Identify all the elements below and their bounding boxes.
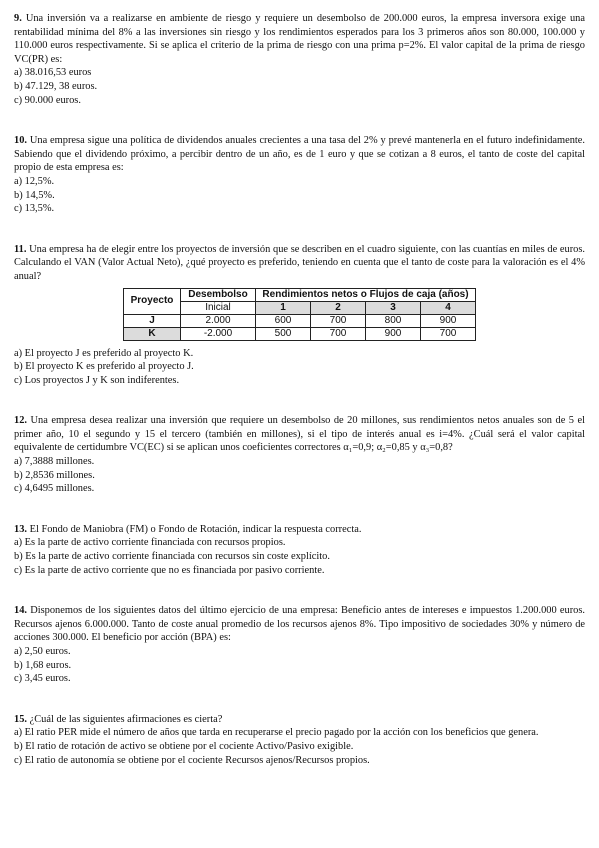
flow-3: 900 bbox=[366, 327, 421, 340]
header-proyecto: Proyecto bbox=[124, 288, 181, 314]
question-11-stem bbox=[14, 243, 585, 284]
question-13 bbox=[14, 523, 585, 577]
option-b: b) 2,8536 millones. bbox=[14, 469, 95, 481]
question-12 bbox=[14, 414, 585, 496]
question-text: ¿Cuál de las siguientes afirmaciones es cierta? bbox=[29, 713, 223, 725]
flow-2: 700 bbox=[311, 327, 366, 340]
header-rendimientos: Rendimientos netos o Flujos de caja (años) bbox=[256, 288, 476, 301]
flow-3: 800 bbox=[366, 314, 421, 327]
question-number: 15. bbox=[14, 713, 27, 725]
flow-1: 600 bbox=[256, 314, 311, 327]
option-b: b) El proyecto K es preferido al proyecto J. bbox=[14, 361, 194, 373]
question-text: El Fondo de Maniobra (FM) o Fondo de Rotación, indicar la respuesta correcta. bbox=[29, 523, 362, 535]
question-number: 12. bbox=[14, 415, 27, 427]
option-a: a) 12,5%. bbox=[14, 175, 55, 187]
flow-4: 900 bbox=[421, 314, 476, 327]
question-10-stem bbox=[14, 134, 585, 175]
question-10 bbox=[14, 134, 585, 216]
year-3: 3 bbox=[366, 301, 421, 314]
option-c: c) 4,6495 millones. bbox=[14, 483, 95, 495]
flow-1: 500 bbox=[256, 327, 311, 340]
project-desembolso: -2.000 bbox=[181, 327, 256, 340]
option-b: b) 1,68 euros. bbox=[14, 659, 72, 671]
project-name: K bbox=[124, 327, 181, 340]
option-c: c) Los proyectos J y K son indiferentes. bbox=[14, 374, 180, 386]
question-9-stem bbox=[14, 12, 585, 66]
question-number: 10. bbox=[14, 135, 27, 147]
option-a: a) 2,50 euros. bbox=[14, 646, 71, 657]
flow-4: 700 bbox=[421, 327, 476, 340]
question-text: Una empresa desea realizar una inversión que requiere un desembolso de 20 millones, sus rendimientos netos anuales son de 5 el primer año, 10 el segundo y 15 el tercero (también en millones), si el tipo de interés anual es i=4%. ¿Cuál será el valor capital equivalente de certidumbre VC(EC) si se aplican unos coeficientes correctores α₁=0,9; α₂=0,85 y α₃=0,8? bbox=[14, 415, 585, 454]
option-c: c) 13,5%. bbox=[14, 203, 55, 215]
option-b: b) El ratio de rotación de activo se obtiene por el cociente Activo/Pasivo exigible. bbox=[14, 740, 354, 752]
option-b: b) 47.129, 38 euros. bbox=[14, 80, 98, 92]
option-c: c) 90.000 euros. bbox=[14, 94, 81, 106]
header-desembolso: Desembolso bbox=[181, 288, 256, 301]
table-row bbox=[124, 314, 476, 327]
question-15 bbox=[14, 713, 585, 767]
table-header-row bbox=[124, 288, 476, 301]
option-b: b) Es la parte de activo corriente financiada con recursos sin coste explícito. bbox=[14, 551, 330, 563]
option-a: a) El proyecto J es preferido al proyecto K. bbox=[14, 347, 194, 359]
question-number: 14. bbox=[14, 605, 27, 617]
question-number: 9. bbox=[14, 13, 22, 24]
year-2: 2 bbox=[311, 301, 366, 314]
option-b: b) 14,5%. bbox=[14, 189, 55, 201]
question-13-stem bbox=[14, 523, 585, 537]
option-c: c) El ratio de autonomía se obtiene por el cociente Recursos ajenos/Recursos propios. bbox=[14, 754, 370, 766]
option-a: a) 38.016,53 euros bbox=[14, 67, 92, 79]
projects-table bbox=[123, 288, 476, 341]
question-12-stem bbox=[14, 414, 585, 455]
option-a: a) Es la parte de activo corriente financiada con recursos propios. bbox=[14, 537, 286, 549]
option-c: c) Es la parte de activo corriente que no es financiada por pasivo corriente. bbox=[14, 564, 325, 576]
flow-2: 700 bbox=[311, 314, 366, 327]
question-15-stem bbox=[14, 713, 585, 727]
year-1: 1 bbox=[256, 301, 311, 314]
question-14-stem bbox=[14, 604, 585, 645]
question-9 bbox=[14, 12, 585, 107]
table-row bbox=[124, 327, 476, 340]
year-4: 4 bbox=[421, 301, 476, 314]
option-a: a) El ratio PER mide el número de años que tarda en recuperarse el precio pagado por la acción con los beneficios que genera. bbox=[14, 727, 539, 739]
option-a: a) 7,3888 millones. bbox=[14, 456, 95, 468]
question-text: Una empresa sigue una política de dividendos anuales crecientes a una tasa del 2% y prevé mantenerla en el futuro indefinidamente. Sabiendo que el dividendo próximo, a percibir dentro de un año, es de 1 euro y que se cotizan a 8 euros, el tanto de coste del capital propio de esta empresa es: bbox=[14, 135, 585, 174]
question-text: Disponemos de los siguientes datos del último ejercicio de una empresa: Beneficio antes de intereses e impuestos 1.200.000 euros. Recursos ajenos 6.000.000. Tanto de coste anual promedio de los recursos ajenos 8%. Tipo impositivo de sociedades 30% y número de acciones 300.000. El beneficio por acción (BPA) es: bbox=[14, 605, 585, 644]
question-number: 11. bbox=[14, 243, 27, 255]
option-c: c) 3,45 euros. bbox=[14, 673, 71, 685]
project-desembolso: 2.000 bbox=[181, 314, 256, 327]
question-text: Una inversión va a realizarse en ambiente de riesgo y requiere un desembolso de 200.000 euros, la empresa inversora exige una rentabilidad mínima del 8% a las inversiones sin riesgo y los rendimientos esperados para los 3 primeros años son 80.000, 100.000 y 110.000 euros respectivamente. Si se aplica el criterio de la prima de riesgo con una prima p=2%. El valor capital de la prima de riesgo VC(PR) es: bbox=[14, 13, 585, 65]
question-14 bbox=[14, 604, 585, 686]
question-11 bbox=[14, 243, 585, 388]
question-text: Una empresa ha de elegir entre los proyectos de inversión que se describen en el cuadro siguiente, con las cuantías en miles de euros. Calculando el VAN (Valor Actual Neto), ¿qué proyecto es preferido, teniendo en cuenta que el tanto de coste para la valoración es el 4% anual? bbox=[14, 243, 585, 282]
header-inicial: Inicial bbox=[181, 301, 256, 314]
question-number: 13. bbox=[14, 523, 27, 535]
project-name: J bbox=[124, 314, 181, 327]
